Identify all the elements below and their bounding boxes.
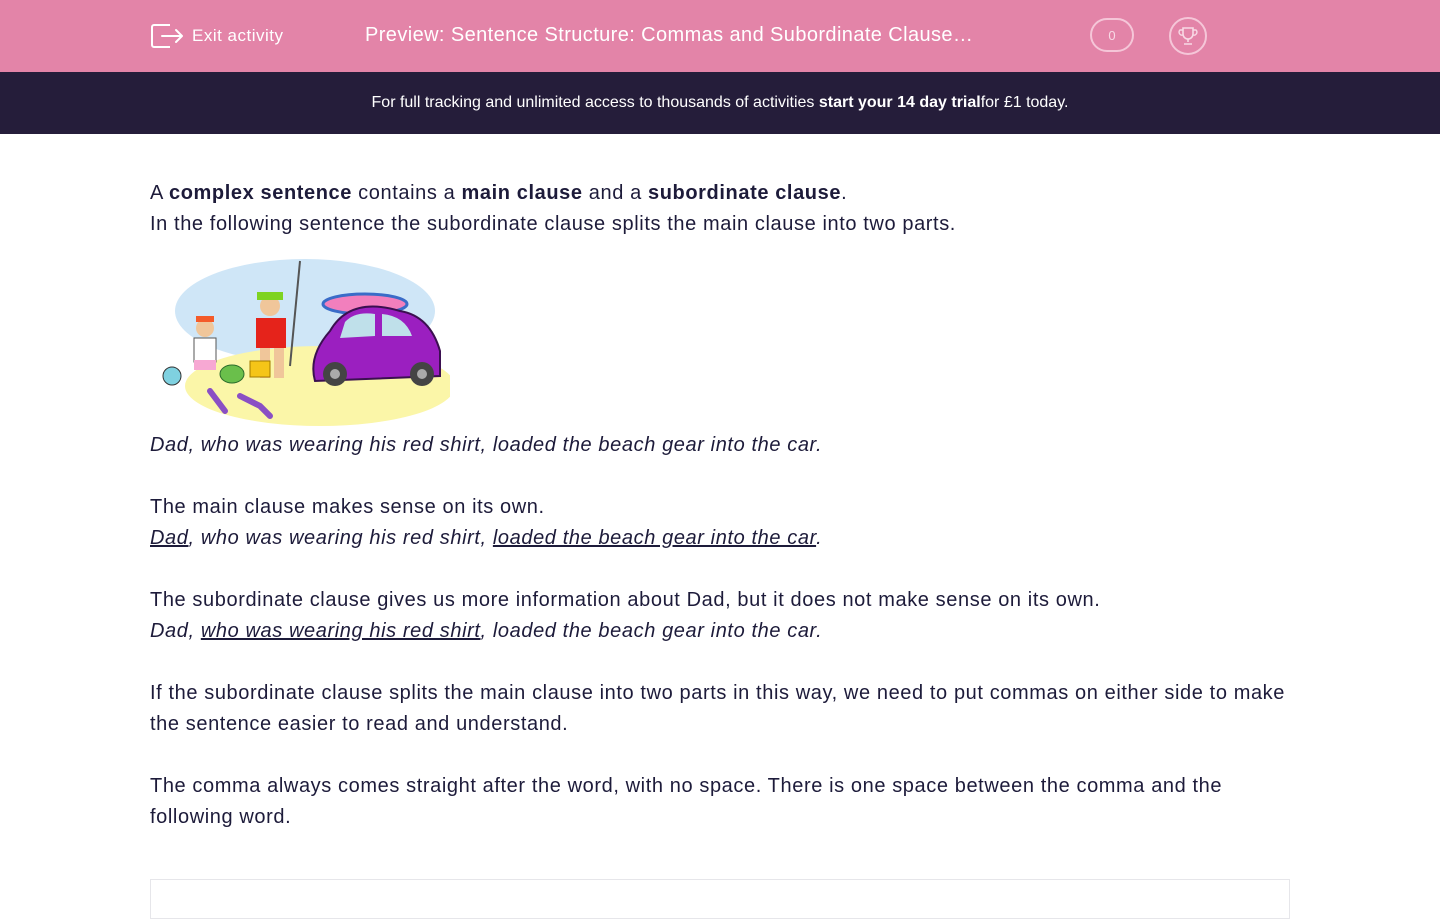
question-box bbox=[150, 879, 1290, 919]
exit-activity-label: Exit activity bbox=[192, 26, 284, 45]
intro-text: and a bbox=[582, 182, 648, 204]
intro-text: A bbox=[150, 182, 169, 204]
comma-spacing-explanation: The comma always comes straight after the word, with no space. There is one space between the comma and the following word. bbox=[150, 775, 1223, 828]
promo-text-end: for £1 today. bbox=[980, 94, 1069, 111]
example-text: , loaded the beach gear into the car. bbox=[480, 620, 823, 642]
underlined-main-clause: Dad bbox=[150, 527, 189, 549]
term-main-clause: main clause bbox=[461, 182, 583, 204]
intro-text: . bbox=[841, 182, 848, 204]
beach-trip-illustration bbox=[150, 256, 450, 430]
example-text: , who was wearing his red shirt, bbox=[188, 527, 493, 549]
lesson-content bbox=[150, 178, 1290, 833]
underlined-subordinate-clause: who was wearing his red shirt bbox=[200, 620, 481, 642]
intro-paragraph bbox=[150, 178, 1290, 209]
main-clause-explanation: The main clause makes sense on its own. bbox=[150, 496, 545, 518]
example-text: Dad, bbox=[150, 620, 201, 642]
trophy-icon bbox=[1177, 25, 1199, 47]
trial-promo-banner bbox=[0, 72, 1440, 134]
intro-paragraph-2: In the following sentence the subordinate clause splits the main clause into two parts. bbox=[150, 213, 956, 235]
subordinate-clause-explanation: The subordinate clause gives us more information about Dad, but it does not make sense on its own. bbox=[150, 589, 1101, 611]
commas-explanation: If the subordinate clause splits the main clause into two parts in this way, we need to put commas on either side to make the sentence easier to read and understand. bbox=[150, 682, 1286, 735]
intro-text: contains a bbox=[352, 182, 462, 204]
subordinate-clause-example bbox=[150, 616, 1290, 647]
main-clause-example bbox=[150, 523, 1290, 554]
example-sentence: Dad, who was wearing his red shirt, loaded the beach gear into the car. bbox=[150, 434, 823, 456]
trophy-button[interactable] bbox=[1169, 17, 1207, 55]
term-subordinate-clause: subordinate clause bbox=[648, 182, 842, 204]
promo-text-start: For full tracking and unlimited access to thousands of activities bbox=[371, 94, 815, 111]
term-complex-sentence: complex sentence bbox=[169, 182, 353, 204]
example-text: . bbox=[816, 527, 823, 549]
top-bar bbox=[0, 0, 1440, 72]
underlined-main-clause: loaded the beach gear into the car bbox=[492, 527, 817, 549]
activity-title: Preview: Sentence Structure: Commas and Subordinate Clause… bbox=[365, 24, 974, 46]
exit-activity-button[interactable] bbox=[150, 20, 284, 52]
exit-icon bbox=[150, 21, 184, 51]
score-counter: 0 bbox=[1090, 18, 1134, 52]
start-trial-link[interactable]: start your 14 day trial bbox=[818, 94, 981, 111]
